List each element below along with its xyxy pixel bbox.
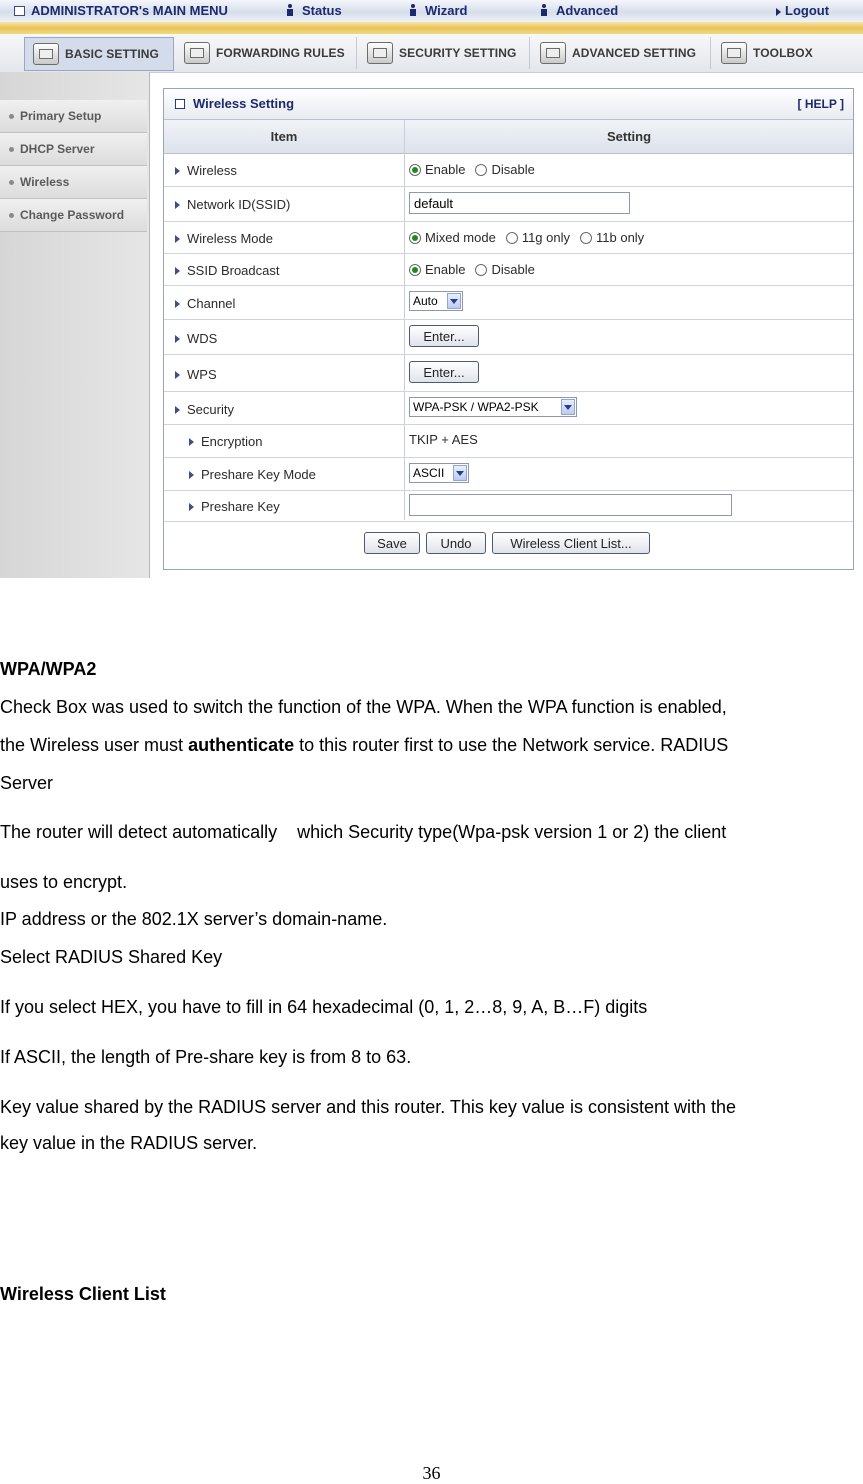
paragraph-line: key value in the RADIUS server. (0, 1133, 258, 1153)
encryption-value: TKIP + AES (409, 432, 478, 447)
sidebar-item-primary-setup[interactable]: Primary Setup (0, 100, 147, 133)
tab-toolbox[interactable]: TOOLBOX (713, 37, 829, 69)
chevron-down-icon (561, 399, 575, 415)
column-header-setting: Setting (606, 129, 652, 144)
main-menu-bar (0, 0, 863, 23)
paragraph-line: IP address or the 802.1X server’s domain-name. (0, 909, 388, 929)
logout-arrow-icon (776, 8, 781, 16)
table-row-wireless-mode (164, 222, 853, 254)
panel-box-icon (175, 99, 185, 109)
security-setting-icon (367, 42, 393, 64)
paragraph-line: Key value shared by the RADIUS server and this router. This key value is consistent with the (0, 1097, 737, 1117)
table-row-encryption (164, 425, 853, 458)
arrow-icon (189, 503, 194, 511)
sidebar-item-dhcp-server[interactable]: DHCP Server (0, 133, 147, 166)
heading-wireless-client-list: Wireless Client List (0, 1284, 166, 1304)
paragraph-line: uses to encrypt. (0, 872, 128, 892)
row-label-preshare-key-mode: Preshare Key Mode (189, 467, 316, 482)
table-header (164, 120, 853, 154)
arrow-icon (175, 267, 180, 275)
arrow-icon (175, 406, 180, 414)
mixed-mode-radio[interactable] (409, 232, 421, 244)
table-row-preshare-key (164, 491, 853, 522)
wireless-radio-group: Enable Disable (409, 162, 545, 177)
arrow-icon (175, 300, 180, 308)
basic-setting-icon (33, 43, 59, 65)
action-buttons (164, 525, 853, 559)
table-row-channel (164, 286, 853, 320)
panel-title: Wireless Setting (193, 96, 295, 111)
arrow-icon (175, 201, 180, 209)
tab-forwarding-rules[interactable]: FORWARDING RULES (176, 37, 357, 69)
wireless-setting-panel (163, 88, 854, 570)
sidebar (0, 72, 150, 578)
wireless-disable-radio[interactable] (475, 164, 487, 176)
preshare-key-input[interactable] (409, 494, 732, 516)
channel-select[interactable]: Auto (409, 291, 463, 311)
arrow-icon (189, 471, 194, 479)
sidebar-item-wireless[interactable]: Wireless (0, 166, 147, 199)
row-label-wireless-mode: Wireless Mode (175, 231, 273, 246)
tab-advanced-setting[interactable]: ADVANCED SETTING (532, 37, 711, 69)
bullet-icon (9, 147, 14, 152)
table-row-wds (164, 320, 853, 355)
preshare-key-mode-select[interactable]: ASCII (409, 463, 469, 483)
page-number: 36 (422, 1463, 441, 1483)
row-label-security: Security (175, 402, 234, 417)
broadcast-disable-radio[interactable] (475, 264, 487, 276)
row-label-wds: WDS (175, 331, 217, 346)
main-menu-title: ADMINISTRATOR's MAIN MENU (14, 3, 228, 19)
bullet-icon (9, 213, 14, 218)
menu-box-icon (14, 6, 25, 16)
toolbox-icon (721, 42, 747, 64)
paragraph-line: The router will detect automatically which Security type(Wpa-psk version 1 or 2) the client (0, 822, 727, 842)
authenticate-emphasis: authenticate (188, 735, 295, 755)
table-row-security (164, 392, 853, 425)
wds-enter-button[interactable]: Enter... (409, 325, 479, 347)
wireless-client-list-button[interactable]: Wireless Client List... (492, 532, 650, 554)
row-label-preshare-key: Preshare Key (189, 499, 280, 514)
ssid-broadcast-radio-group: Enable Disable (409, 262, 545, 277)
paragraph-line: Server (0, 773, 54, 793)
bullet-icon (9, 114, 14, 119)
arrow-icon (189, 438, 194, 446)
row-label-wireless: Wireless (175, 163, 237, 178)
wireless-enable-radio[interactable] (409, 164, 421, 176)
wps-enter-button[interactable]: Enter... (409, 361, 479, 383)
wireless-mode-radio-group: Mixed mode 11g only 11b only (409, 230, 654, 245)
paragraph-line: If you select HEX, you have to fill in 64 hexadecimal (0, 1, 2…8, 9, A, B…F) digits (0, 997, 648, 1017)
paragraph-line: the Wireless user must authenticate to this router first to use the Network service. RADIUS (0, 735, 729, 755)
paragraph-line: Check Box was used to switch the function of the WPA. When the WPA function is enabled, (0, 697, 727, 717)
tab-basic-setting[interactable]: BASIC SETTING (24, 37, 174, 71)
advanced-setting-icon (540, 42, 566, 64)
advanced-link[interactable]: Advanced (538, 3, 618, 19)
chevron-down-icon (447, 293, 461, 309)
heading-wpa-wpa2: WPA/WPA2 (0, 659, 97, 679)
11g-only-radio[interactable] (506, 232, 518, 244)
wizard-icon (407, 4, 419, 16)
arrow-icon (175, 167, 180, 175)
table-row-wps (164, 355, 853, 392)
forwarding-rules-icon (184, 42, 210, 64)
table-row-ssid (164, 187, 853, 222)
menu-stripe (0, 22, 863, 34)
broadcast-enable-radio[interactable] (409, 264, 421, 276)
table-row-ssid-broadcast (164, 254, 853, 286)
11b-only-radio[interactable] (580, 232, 592, 244)
row-label-ssid: Network ID(SSID) (175, 197, 290, 212)
router-screenshot (0, 0, 863, 578)
arrow-icon (175, 235, 180, 243)
wizard-link[interactable]: Wizard (407, 3, 468, 19)
undo-button[interactable]: Undo (426, 532, 486, 554)
status-link[interactable]: Status (284, 3, 342, 19)
help-link[interactable]: [ HELP ] (797, 97, 844, 111)
bullet-icon (9, 180, 14, 185)
arrow-icon (175, 371, 180, 379)
panel-header (164, 89, 853, 120)
settings-tab-bar (0, 34, 863, 73)
security-select[interactable]: WPA-PSK / WPA2-PSK (409, 397, 577, 417)
logout-link[interactable]: Logout (776, 3, 829, 19)
column-header-item: Item (270, 129, 298, 144)
row-label-ssid-broadcast: SSID Broadcast (175, 263, 280, 278)
table-row-preshare-key-mode (164, 458, 853, 491)
sidebar-item-change-password[interactable]: Change Password (0, 199, 147, 232)
advanced-icon (538, 4, 550, 16)
save-button[interactable]: Save (364, 532, 420, 554)
table-row-wireless (164, 154, 853, 187)
chevron-down-icon (453, 465, 467, 481)
row-label-encryption: Encryption (189, 434, 262, 449)
status-icon (284, 4, 296, 16)
arrow-icon (175, 335, 180, 343)
tab-security-setting[interactable]: SECURITY SETTING (359, 37, 530, 69)
row-label-wps: WPS (175, 367, 217, 382)
ssid-input[interactable]: default (409, 192, 630, 214)
paragraph-line: Select RADIUS Shared Key (0, 947, 223, 967)
row-label-channel: Channel (175, 296, 235, 311)
paragraph-line: If ASCII, the length of Pre-share key is from 8 to 63. (0, 1047, 412, 1067)
